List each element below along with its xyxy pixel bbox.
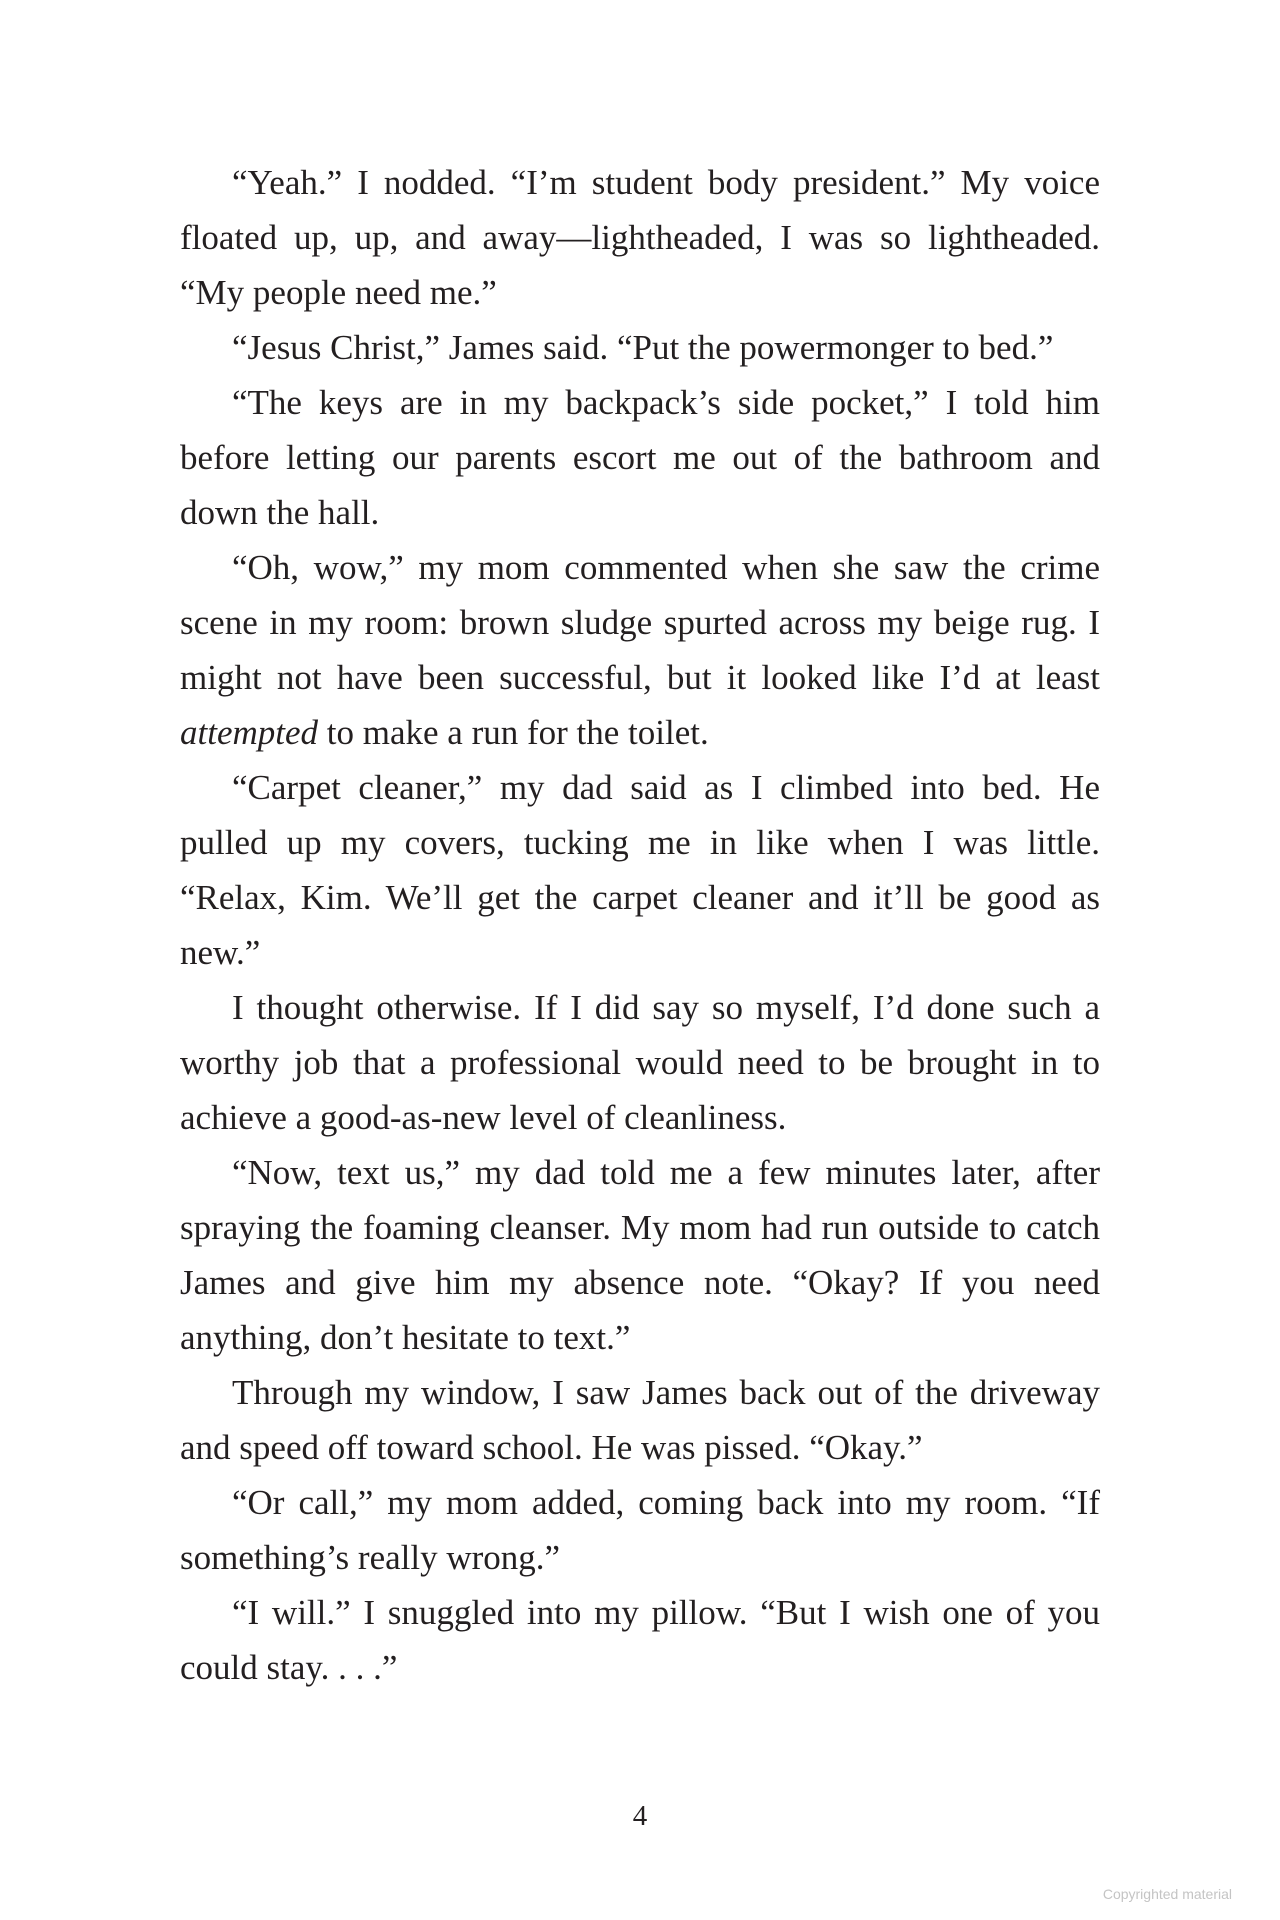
body-text	[180, 155, 1100, 1695]
paragraph: “Now, text us,” my dad told me a few minutes later, after spraying the foaming cleanser. My mom had run outside to catch James and give him my absence note. “Okay? If you need anything, don’t hesitate to text.”	[180, 1153, 1100, 1357]
paragraph: I thought otherwise. If I did say so myself, I’d done such a worthy job that a professional would need to be brought in to achieve a good-as-new level of cleanliness.	[180, 988, 1100, 1137]
paragraph: “Yeah.” I nodded. “I’m student body president.” My voice floated up, up, and away—lightheaded, I was so lightheaded. “My people need me.”	[180, 163, 1100, 312]
page-number: 4	[632, 1800, 648, 1832]
paragraph: “Carpet cleaner,” my dad said as I climbed into bed. He pulled up my covers, tucking me in like when I was little. “Relax, Kim. We’ll get the carpet cleaner and it’ll be good as new.”	[180, 768, 1100, 972]
paragraph: “Jesus Christ,” James said. “Put the powermonger to bed.”	[232, 328, 1054, 367]
paragraph	[180, 540, 1100, 760]
emphasized-word: attempted	[180, 713, 319, 752]
paragraph-text: to make a run for the toilet.	[318, 713, 709, 752]
paragraph: Through my window, I saw James back out of the driveway and speed off toward school. He was pissed. “Okay.”	[180, 1373, 1100, 1467]
copyright-notice: Copyrighted material	[1102, 1886, 1232, 1902]
paragraph: “I will.” I snuggled into my pillow. “But I wish one of you could stay. . . .”	[180, 1593, 1100, 1687]
paragraph: “The keys are in my backpack’s side pocket,” I told him before letting our parents escort me out of the bathroom and down the hall.	[180, 383, 1100, 532]
paragraph: “Or call,” my mom added, coming back into my room. “If something’s really wrong.”	[180, 1483, 1100, 1577]
paragraph-text: “Oh, wow,” my mom commented when she saw the crime scene in my room: brown sludge spurted across my beige rug. I might not have been successful, but it looked like I’d at least	[180, 548, 1100, 697]
